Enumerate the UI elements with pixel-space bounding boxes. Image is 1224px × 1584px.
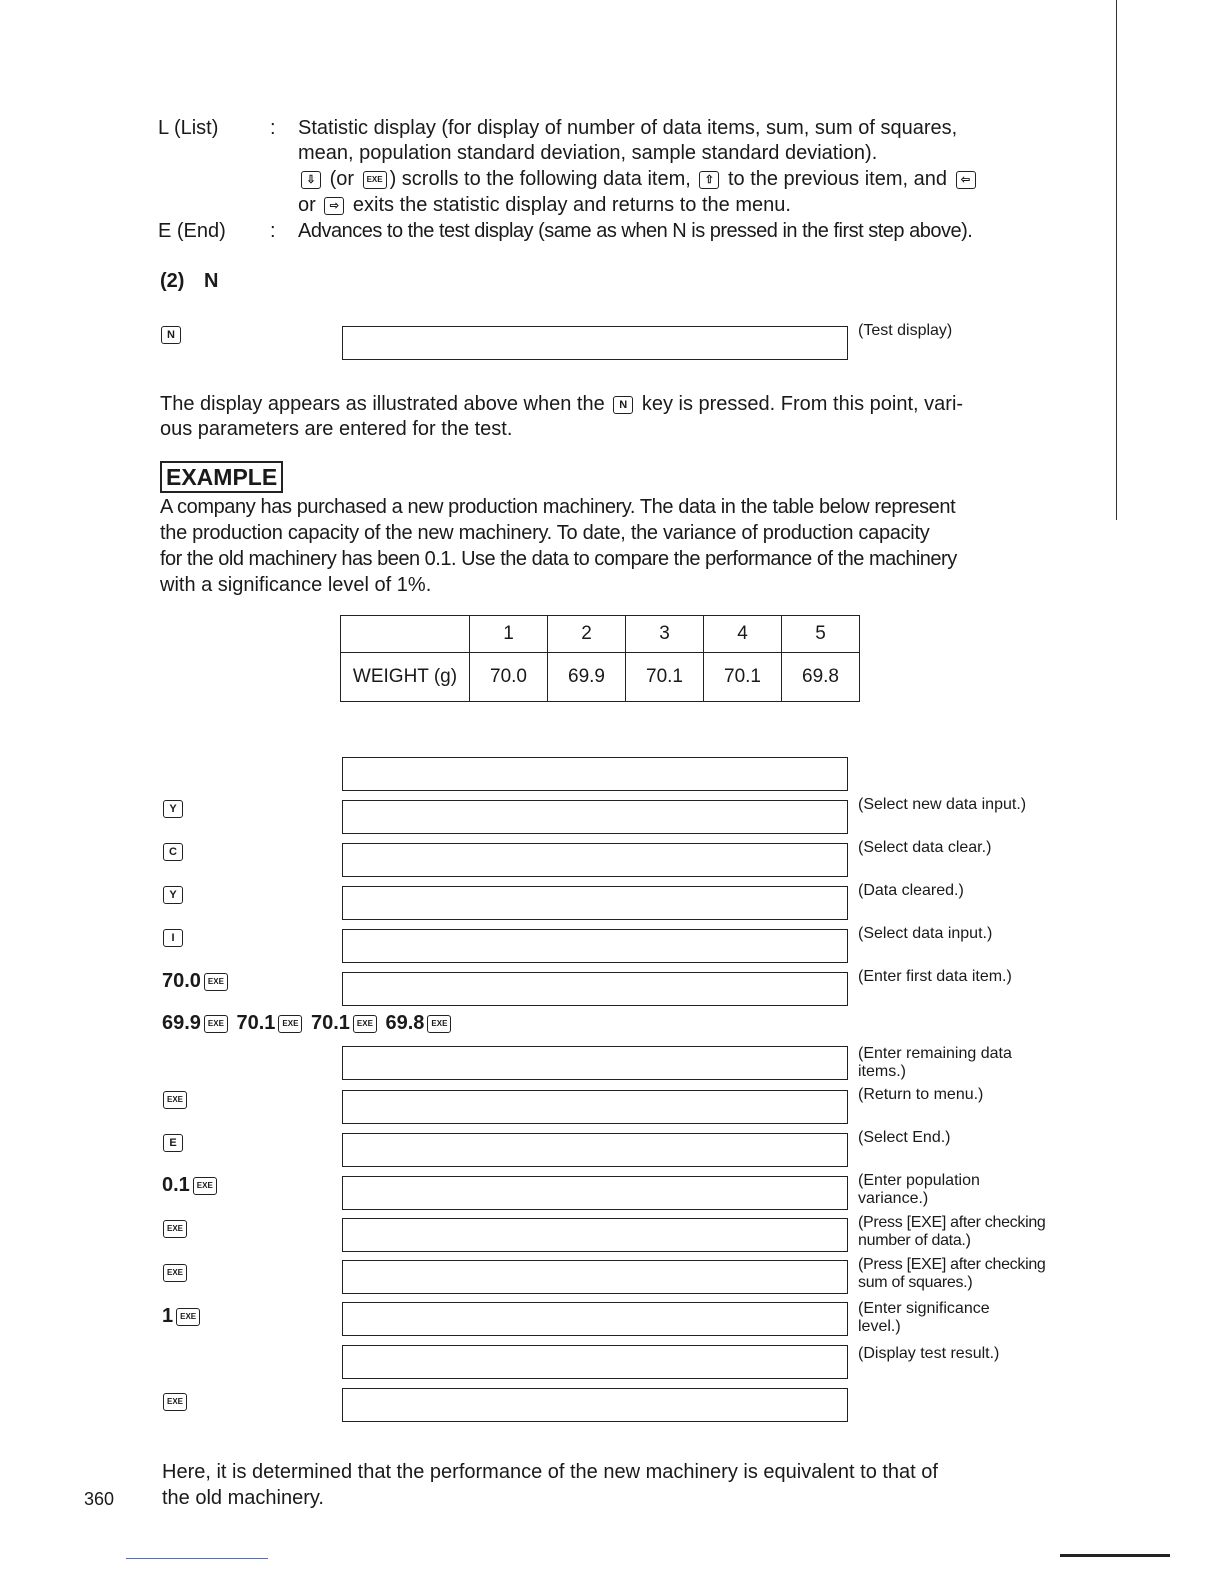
table-row [341, 653, 860, 702]
def-l-line3 [298, 166, 979, 192]
def-e-colon: : [270, 220, 276, 242]
lcd-note: (Enter significance level.) [858, 1300, 990, 1335]
lcd-display [342, 1260, 848, 1294]
lcd-note: (Data cleared.) [858, 882, 964, 899]
seq-variance-value [162, 1174, 220, 1197]
first-lcd-display [342, 326, 848, 360]
lcd-note: (Select new data input.) [858, 796, 1027, 813]
seq-value-1: 1 [162, 1305, 174, 1327]
intro-line1-b: key is pressed. From this point, vari- [641, 393, 964, 415]
exe-key-icon: EXE [353, 1015, 377, 1033]
lcd-note: (Return to menu.) [858, 1086, 984, 1103]
example-line-3: for the old machinery has been 0.1. Use the data to compare the performance of the machinery [160, 548, 957, 570]
lcd-display [342, 757, 848, 791]
def-l-colon: : [270, 117, 276, 139]
def-l-line1: Statistic display (for display of number of data items, sum, sum of squares, [298, 117, 958, 139]
seq-value-701b: 70.1 [311, 1012, 350, 1034]
seq-value-698: 69.8 [385, 1012, 425, 1034]
footer-rule [126, 1558, 268, 1559]
lcd-display [342, 886, 848, 920]
exe-key-icon: EXE [163, 1091, 187, 1109]
step2-heading [160, 270, 218, 293]
table-header-cell: 1 [470, 616, 548, 653]
down-arrow-key-icon: ⇩ [301, 171, 321, 189]
page-number: 360 [84, 1489, 115, 1509]
table-row-label: WEIGHT (g) [341, 653, 470, 702]
table-header-row [341, 616, 860, 653]
example-line-2: the production capacity of the new machinery. To date, the variance of production capacity [160, 522, 930, 544]
lcd-display [342, 1133, 848, 1167]
def-l-line4-a: or [298, 194, 316, 216]
left-arrow-key-icon: ⇦ [956, 171, 976, 189]
def-l-line2: mean, population standard deviation, sample standard deviation). [298, 142, 878, 164]
up-arrow-key-icon: ⇧ [699, 171, 719, 189]
exe-key-icon: EXE [176, 1308, 200, 1326]
seq-remaining-values [162, 1012, 454, 1035]
table-header-cell: 5 [782, 616, 860, 653]
binding-edge-line [1116, 0, 1117, 520]
step2-label: (2) [160, 270, 185, 292]
lcd-note: (Select data input.) [858, 925, 993, 942]
lcd-display [342, 800, 848, 834]
c-key-icon: C [163, 843, 183, 861]
exe-key-icon: EXE [278, 1015, 302, 1033]
exe-key-icon: EXE [204, 1015, 228, 1033]
exe-key-icon: EXE [363, 171, 387, 189]
exe-key-icon: EXE [163, 1220, 187, 1238]
lcd-note: (Select data clear.) [858, 839, 992, 856]
step2-key: N [204, 270, 219, 292]
table-header-cell: 3 [626, 616, 704, 653]
lcd-display [342, 1176, 848, 1210]
n-key-icon: N [161, 326, 181, 344]
first-display-key [158, 326, 184, 344]
example-line-1: A company has purchased a new production machinery. The data in the table below represent [160, 496, 956, 518]
seq-key-y [160, 800, 186, 818]
lcd-display [342, 1388, 848, 1422]
intro-line1 [160, 391, 963, 417]
seq-key-i [160, 929, 186, 947]
lcd-note: (Enter first data item.) [858, 968, 1012, 985]
lcd-note: (Select End.) [858, 1129, 951, 1146]
right-arrow-key-icon: ⇨ [324, 197, 344, 215]
example-line-4: with a significance level of 1%. [160, 574, 432, 596]
def-l-line3-c: to the previous item, and [727, 168, 947, 190]
seq-key-exe-3 [160, 1264, 190, 1282]
def-l-line4 [298, 192, 791, 218]
seq-value-701a: 70.1 [236, 1012, 276, 1034]
e-key-icon: E [163, 1134, 183, 1152]
seq-key-exe-1 [160, 1091, 190, 1109]
seq-value-700: 70.0 [162, 970, 201, 992]
weight-data-table [340, 615, 860, 702]
seq-first-value [162, 970, 231, 993]
def-e-label: E (End) [158, 220, 226, 242]
lcd-note: (Press [EXE] after checking sum of squares.) [858, 1256, 1046, 1291]
exe-key-icon: EXE [427, 1015, 451, 1033]
lcd-display [342, 1090, 848, 1124]
n-key-icon: N [613, 396, 633, 414]
lcd-display [342, 1302, 848, 1336]
intro-line1-a: The display appears as illustrated above when the [160, 393, 605, 415]
example-heading: EXAMPLE [160, 461, 283, 493]
lcd-note: (Press [EXE] after checking number of data.) [858, 1214, 1046, 1249]
table-cell: 70.0 [470, 653, 548, 702]
lcd-display [342, 1046, 848, 1080]
first-display-note: (Test display) [858, 322, 953, 339]
conclusion-line1: Here, it is determined that the performance of the new machinery is equivalent to that of [162, 1461, 938, 1483]
y-key-icon: Y [163, 886, 183, 904]
seq-key-exe-2 [160, 1220, 190, 1238]
intro-line2: ous parameters are entered for the test. [160, 418, 513, 440]
def-l-label: L (List) [158, 117, 219, 139]
table-cell: 70.1 [626, 653, 704, 702]
y-key-icon: Y [163, 800, 183, 818]
table-header-cell: 4 [704, 616, 782, 653]
lcd-display [342, 1345, 848, 1379]
exe-key-icon: EXE [163, 1264, 187, 1282]
exe-key-icon: EXE [163, 1393, 187, 1411]
def-e-text: Advances to the test display (same as when N is pressed in the first step above). [298, 220, 973, 242]
seq-value-699: 69.9 [162, 1012, 201, 1034]
scan-artifact-line [1060, 1554, 1170, 1557]
lcd-note: (Display test result.) [858, 1345, 1000, 1362]
exe-key-icon: EXE [204, 973, 228, 991]
seq-key-exe-4 [160, 1393, 190, 1411]
def-l-line4-b: exits the statistic display and returns to the menu. [352, 194, 791, 216]
table-header-cell: 2 [548, 616, 626, 653]
lcd-display [342, 929, 848, 963]
seq-key-e [160, 1134, 186, 1152]
table-cell: 69.9 [548, 653, 626, 702]
lcd-note: (Enter population variance.) [858, 1172, 980, 1207]
lcd-display [342, 843, 848, 877]
seq-key-y2 [160, 886, 186, 904]
seq-significance-value [162, 1305, 203, 1328]
table-cell: 69.8 [782, 653, 860, 702]
lcd-note: (Enter remaining data items.) [858, 1045, 1012, 1080]
i-key-icon: I [163, 929, 183, 947]
conclusion-line2: the old machinery. [162, 1487, 324, 1509]
def-l-line3-a: (or [329, 168, 355, 190]
seq-key-c [160, 843, 186, 861]
seq-value-01: 0.1 [162, 1174, 190, 1196]
def-l-line3-b: ) scrolls to the following data item, [389, 168, 691, 190]
table-cell: 70.1 [704, 653, 782, 702]
exe-key-icon: EXE [193, 1177, 217, 1195]
lcd-display [342, 1218, 848, 1252]
table-header-cell [341, 616, 470, 653]
lcd-display [342, 972, 848, 1006]
